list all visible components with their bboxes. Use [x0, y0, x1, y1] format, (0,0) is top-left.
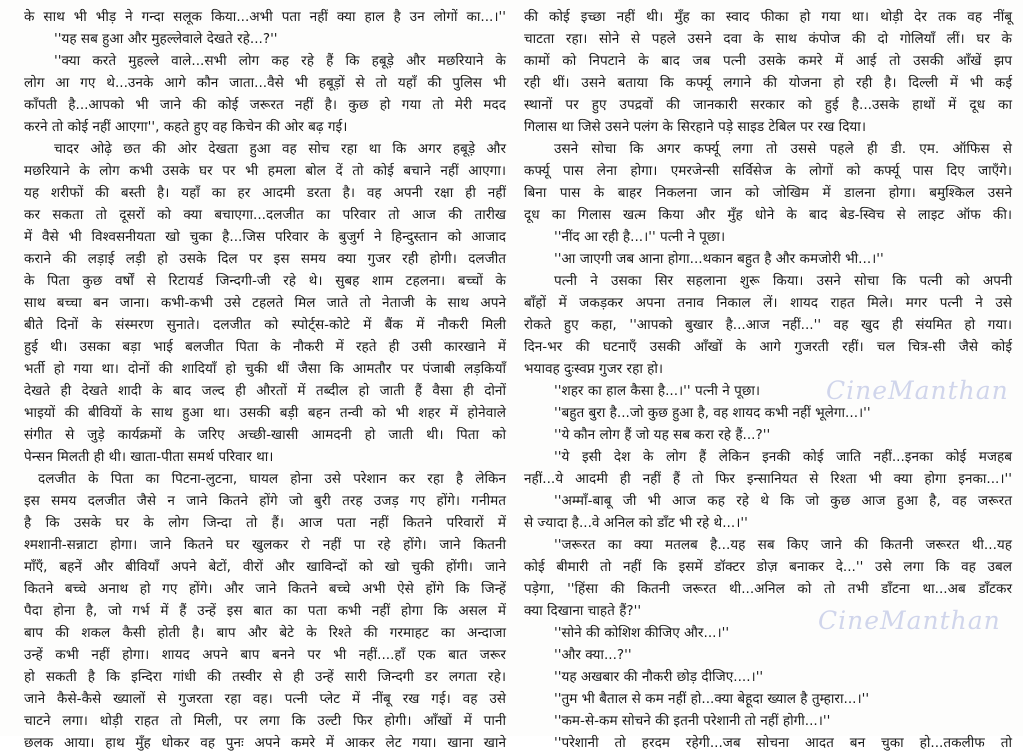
text-line: कितने बच्चे अनाथ हो गए होंगे। और जाने कितने बच्चे अभी ऐसे होंगे कि जिन्हें [24, 581, 506, 597]
text-line: नहीं...ये आदमी ही नहीं हैं तो फिर इन्सानियत से रिश्ता भी क्या होगा इनका...।'' [524, 471, 1012, 487]
text-line: ''ये कौन लोग हैं जो यह सब करा रहे हैं...?'' [554, 427, 771, 443]
text-line: के साथ भी भीड़ ने गन्दा सलूक किया...अभी पता नहीं क्या हाल है उन लोगों का...।'' [24, 9, 506, 25]
text-line: ''जरूरत का क्या मतलब है...यह सब किए जाने की कितनी जरूरत थी...यह [554, 537, 1012, 553]
text-line: मछरियाने के लोग कभी उसके घर पर भी हमला बोल दें तो कोई बचाने नहीं आएगा। [24, 163, 506, 179]
right-text-column [524, 0, 1012, 751]
text-line: ''सोने की कोशिश कीजिए और...।'' [554, 625, 730, 641]
text-line: के पिता कुछ वर्षों से रिटायर्ड जिन्दगी-जी रहे थे। सुबह शाम टहलना। बच्चों के [24, 273, 506, 289]
text-line: कराने की लड़ाई लड़ी हो उसके दिल पर इस समय क्या गुजर रही होगी। दलजीत [24, 251, 506, 267]
text-line: भर्ती हो गया था। दोनों की शादियाँ हो चुकी थीं जैसा कि आमतौर पर पंजाबी लड़कियाँ [24, 361, 506, 377]
text-line: ''अम्माँ-बाबू जी भी आज कह रहे थे कि जो कुछ आज हुआ है, वह जरूरत [554, 493, 1012, 509]
text-line: चाटता रहा। सोने से पहले उसने दवा के साथ कंपोज की दो गोलियाँ लीं। घर के [524, 31, 1012, 47]
text-line: में वैसे भी विश्वसनीयता खो चुका है...जिस परिवार के बुजुर्ग ने हिन्दुस्तान को आजाद [24, 229, 506, 245]
text-line: से ज्यादा है...वे अनिल को डाँट भी रहे थे...।'' [524, 515, 748, 531]
text-line: क्या दिखाना चाहते हैं?'' [524, 603, 642, 619]
text-line: दूध का गिलास खत्म किया और मुँह धोने के बाद बेड-स्विच से लाइट ऑफ की। [524, 207, 1012, 223]
text-line: दलजीत के पिता का पिटना-लुटना, घायल होना उसे परेशान कर रहा है लेकिन [38, 471, 506, 487]
text-line: बिना पास के बाहर निकलना जान को जोखिम में डालना होगा। बमुश्किल उसने [524, 185, 1012, 201]
text-line: हुई थी। उसका बड़ा भाई बलजीत पिता के नौकरी में रहते ही उसी कारखाने में [24, 339, 506, 355]
text-line: बीते दिनों के संस्मरण सुनाते। दलजीत को स्पोर्ट्स-कोटे में बैंक में नौकरी मिली [24, 317, 506, 333]
text-line: कर्फ्यू पास लेना होगा। एमरजेन्सी सर्विसेज के लोगों को कर्फ्यू पास दिए जाएँगे। [524, 163, 1012, 179]
text-line: दिन-भर की घटनाएँ उसकी आँखों के आगे गुजरती रहीं। चल चित्र-सी जैसे कोई [524, 339, 1012, 355]
text-line: इस समय दलजीत जैसे न जाने कितने होंगे जो बुरी तरह उजड़ गए होंगे। गनीमत [24, 493, 506, 509]
text-line: संगीत से जुड़े कार्यक्रमों के जरिए अच्छी-खासी आमदनी हो जाती थी। पिता को [24, 427, 506, 443]
text-line: ''यह सब हुआ और मुहल्लेवाले देखते रहे...?'' [54, 31, 278, 47]
watermark: CineManthan [818, 606, 1001, 635]
text-line: करने तो कोई नहीं आएगा'', कहते हुए वह किचेन की ओर बढ़ गई। [24, 119, 348, 135]
text-line: ''ये इसी देश के लोग हैं लेकिन इनकी कोई जाति नहीं...इनका कोई मजहब [554, 449, 1012, 465]
text-line: ''शहर का हाल कैसा है...।'' पत्नी ने पूछा। [554, 383, 761, 399]
text-line: स्थानों पर हुए उपद्रवों की जानकारी सरकार को हुई है...उसके हाथों में दूध का [524, 97, 1012, 113]
text-line: ''क्या करते मुहल्ले वाले...सभी लोग कह रहे हैं कि हबूड़े और मछरियाने के [54, 53, 506, 69]
text-line: ''नींद आ रही है...।'' पत्नी ने पूछा। [554, 229, 726, 245]
text-line: रही थीं। उसने बताया कि कर्फ्यू लगाने की योजना हो रही है। दिल्ली में भी कई [524, 75, 1012, 91]
text-line: बाप की शकल कैसी होती है। बाप और बेटे के रिश्ते की गरमाहट का अन्दाजा [24, 625, 506, 641]
text-line: चाटने लगा। थोड़ी राहत तो मिली, पर लगा कि उल्टी फिर होगी। आँखों में पानी [24, 713, 506, 729]
text-line: गिलास था जिसे उसने पलंग के सिरहाने पड़े साइड टेबिल पर रख दिया। [524, 119, 866, 135]
text-line: भयावह दुःस्वप्न गुजर रहा हो। [524, 361, 664, 377]
text-line: उन्हें कभी नहीं होगा। शायद अपने बाप बनने पर भी नहीं....हाँ एक बात जरूर [24, 647, 506, 663]
text-line: छलक आया। हाथ मुँह धोकर वह पुनः अपने कमरे में आकर लेट गया। खाना खाने [24, 735, 506, 751]
text-line: उसने सोचा कि अगर कर्फ्यू लगा तो उससे पहले ही डी. एम. ऑफिस से [554, 141, 1012, 157]
text-line: ''तुम भी बैताल से कम नहीं हो...क्या बेहूदा ख्याल है तुम्हारा...।'' [554, 691, 870, 707]
text-line: बाँहों में जकड़कर अपना तनाव निकाल लें। शायद राहत मिले। मगर पत्नी ने उसे [524, 295, 1012, 311]
text-line: कोई बीमारी तो नहीं कि इसमें डॉक्टर डोज़ बनाकर दे...'' उसे लगा कि वह उबल [524, 559, 1012, 575]
text-line: रोकते हुए कहा, ''आपको बुखार है...आज नहीं...'' वह खुद ही संयमित हो गया। [524, 317, 1012, 333]
text-line: कामों को निपटाने के बाद जब पत्नी उसके कमरे में आई तो उसकी आँखें झप [524, 53, 1012, 69]
text-line: की कोई इच्छा नहीं थी। मुँह का स्वाद फीका हो गया था। थोड़ी देर तक वह नींबू [524, 9, 1012, 25]
text-line: साथ बच्चा बन जाना। कभी-कभी उसे टहलते मिल जाते तो नेताजी के साथ अपने [24, 295, 506, 311]
text-line: काँपती है...आपको भी जाने की कोई जरूरत नहीं है। कुछ हो गया तो मेरी मदद [24, 97, 506, 113]
text-line: पैदा होना है, जो गर्भ में हैं उन्हें इस बात का पता कभी नहीं होगा कि असल में [24, 603, 506, 619]
text-line: कर सकता तो दूसरों को क्या बचाएगा...दलजीत का परिवार तो आज की तारीख [24, 207, 506, 223]
text-line: जाने कैसे-कैसे ख्यालों से गुजरता रहा वह। पत्नी प्लेट में नींबू रख गई। वह उसे [24, 691, 506, 707]
text-line: पत्नी ने उसका सिर सहलाना शुरू किया। उसने सोचा कि पत्नी को अपनी [554, 273, 1012, 289]
text-line: है कि उसके घर के लोग जिन्दा तो हैं। आज पता नहीं कितने परिवारों में [24, 515, 506, 531]
text-line: श्मशानी-सन्नाटा होगा। जाने कितने घर खुलकर रो नहीं पा रहे होंगे। जाने कितनी [24, 537, 506, 553]
text-line: माँएँ, बहनें और बीवियाँ अपने बेटों, वीरों और खाविन्दों को खो चुकी होंगी। जाने [24, 559, 506, 575]
text-line: ''आ जाएगी जब आना होगा...थकान बहुत है और कमजोरी भी...।'' [554, 251, 884, 267]
text-line: लोग आ गए थे...उनके आगे कौन जाता...वैसे भी हबूड़ों से तो यहाँ की पुलिस भी [24, 75, 506, 91]
text-line: यह शरीफों की बस्ती है। यहाँ का हर आदमी डरता है। वह अपनी रक्षा ही नहीं [24, 185, 506, 201]
text-line: पड़ेगा, ''हिंसा की कितनी जरूरत थी...अनिल को तो तभी डाँटना था...अब डाँटकर [524, 581, 1012, 597]
text-line: भाइयों की बीवियों के साथ हुआ था। उसकी बड़ी बहन तन्वी को भी शहर में होनेवाले [24, 405, 506, 421]
text-line: चादर ओढ़े छत की ओर देखता हुआ वह सोच रहा था कि अगर हबूड़े और [54, 141, 506, 157]
watermark: CineManthan [826, 376, 1009, 405]
text-line: ''यह अखबार की नौकरी छोड़ दीजिए....।'' [554, 669, 764, 685]
text-line: ''और क्या...?'' [554, 647, 632, 663]
text-line: देखते ही देखते शादी के बाद जल्द ही औरतों में तब्दील हो जाती हैं वैसा ही दोनों [24, 383, 506, 399]
text-line: ''कम-से-कम सोचने की इतनी परेशानी तो नहीं होगी...।'' [554, 713, 831, 729]
text-line: पेन्सन मिलती ही थी। खाता-पीता समर्थ परिवार था। [24, 449, 274, 465]
text-line: हो सकती है कि इन्दिरा गांधी की तस्वीर से ही उन्हें सारी जिन्दगी डर लगता रहे। [24, 669, 506, 685]
left-text-column [24, 0, 506, 751]
text-line: ''बहुत बुरा है...जो कुछ हुआ है, वह शायद कभी नहीं भूलेगा...।'' [554, 405, 871, 421]
text-line: ''परेशानी तो हरदम रहेगी...जब सोचना आदत बन चुका हो...तकलीफ तो [554, 735, 1012, 751]
